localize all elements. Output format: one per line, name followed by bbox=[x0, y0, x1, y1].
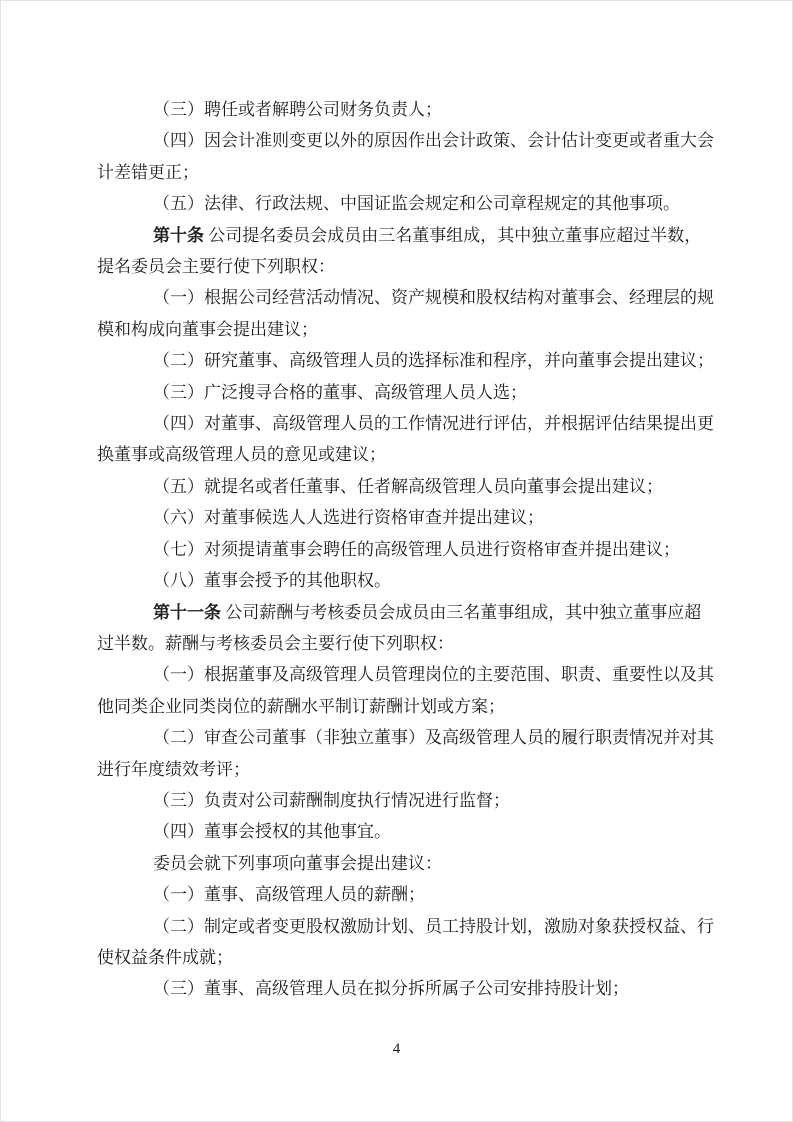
paragraph-item-5b: （五）就提名或者任董事、任者解高级管理人员向董事会提出建议； bbox=[153, 476, 663, 496]
paragraph-item-1d: （一）董事、高级管理人员的薪酬； bbox=[153, 885, 425, 905]
paragraph-item-1: （一）根据公司经营活动情况、资产规模和股权结构对董事会、经理层的规模和构成向董事会提出建议； bbox=[97, 288, 714, 339]
paragraph-item-4c: （四）董事会授权的其他事宜。 bbox=[153, 822, 391, 842]
paragraph-item-3: （三）聘任或者解聘公司财务负责人； bbox=[153, 100, 442, 119]
paragraph-article-10 bbox=[97, 220, 717, 283]
paragraph-item-2: （二）研究董事、高级管理人员的选择标准和程序，并向董事会提出建议； bbox=[153, 351, 714, 371]
article-10-text: 公司提名委员会成员由三名董事组成，其中独立董事应超过半数，提名委员会主要行使下列职权： bbox=[97, 225, 702, 277]
paragraph-committee-intro: 委员会就下列事项向董事会提出建议： bbox=[153, 853, 442, 873]
paragraph-item-7: （七）对须提请董事会聘任的高级管理人员进行资格审查并提出建议； bbox=[153, 539, 680, 559]
paragraph-item-4: （四）因会计准则变更以外的原因作出会计政策、会计估计变更或者重大会计差错更正； bbox=[97, 131, 714, 182]
paragraph-item-3b: （三）广泛搜寻合格的董事、高级管理人员人选； bbox=[153, 382, 527, 402]
page-number: 4 bbox=[392, 1041, 401, 1057]
paragraph-item-2d: （二）制定或者变更股权激励计划、员工持股计划，激励对象获授权益、行使权益条件成就； bbox=[97, 916, 714, 967]
paragraph-item-8: （八）董事会授予的其他职权。 bbox=[153, 571, 391, 591]
paragraph-item-2c: （二）审查公司董事（非独立董事）及高级管理人员的履行职责情况并对其进行年度绩效考评； bbox=[97, 728, 714, 779]
article-11-number: 第十一条 bbox=[153, 602, 221, 622]
paragraph-item-3d: （三）董事、高级管理人员在拟分拆所属子公司安排持股计划； bbox=[153, 979, 629, 999]
paragraph-item-6: （六）对董事候选人人选进行资格审查并提出建议； bbox=[153, 508, 544, 528]
article-10-number: 第十条 bbox=[153, 225, 204, 245]
article-11-text: 公司薪酬与考核委员会成员由三名董事组成，其中独立董事应超过半数。薪酬与考核委员会主要行使下列职权： bbox=[97, 602, 702, 653]
paragraph-item-3c: （三）负责对公司薪酬制度执行情况进行监督； bbox=[153, 790, 510, 810]
paragraph-item-1c: （一）根据董事及高级管理人员管理岗位的主要范围、职责、重要性以及其他同类企业同类岗位的薪酬水平制订薪酬计划或方案； bbox=[97, 665, 714, 716]
paragraph-item-5: （五）法律、行政法规、中国证监会规定和公司章程规定的其他事项。 bbox=[153, 194, 680, 214]
document-body bbox=[97, 94, 717, 1005]
paragraph-item-4b: （四）对董事、高级管理人员的工作情况进行评估，并根据评估结果提出更换董事或高级管理人员的意见或建议； bbox=[97, 414, 714, 465]
paragraph-article-11 bbox=[97, 597, 717, 660]
